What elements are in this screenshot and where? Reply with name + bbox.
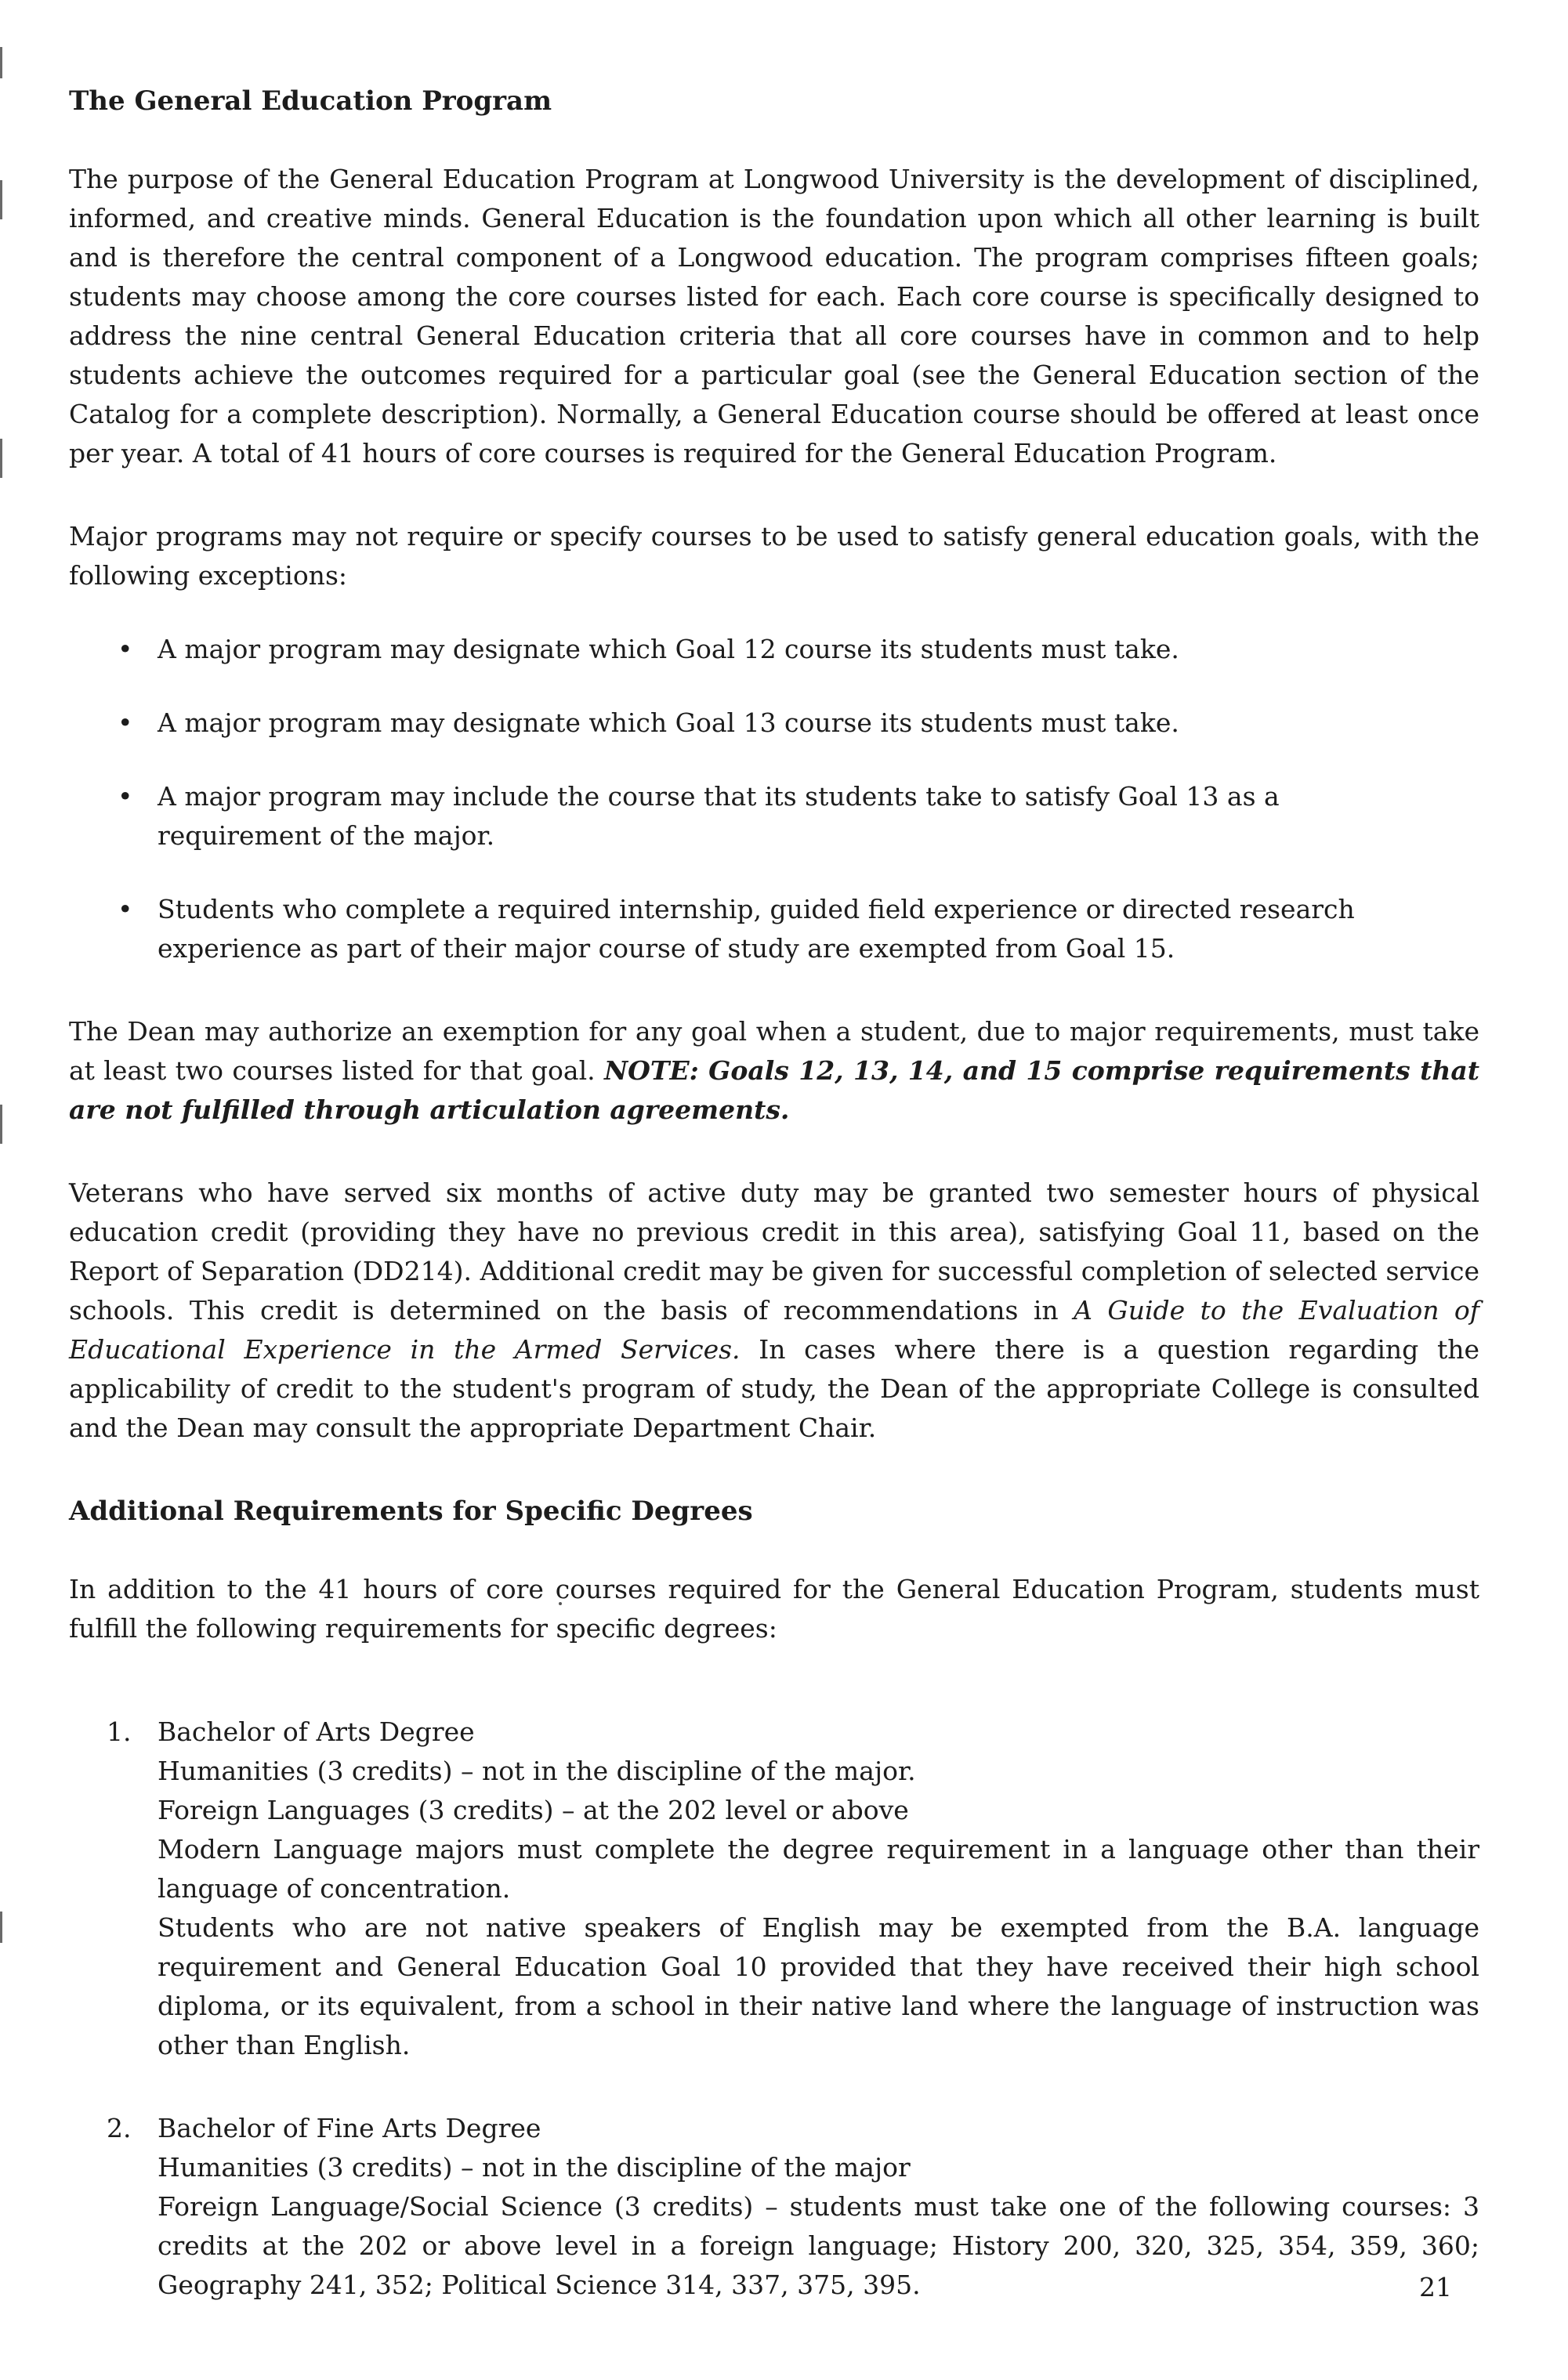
degree-requirement: Humanities (3 credits) – not in the discipline of the major.: [158, 1756, 916, 1786]
scan-edge-mark: [0, 439, 2, 478]
bullet-icon: •: [118, 634, 133, 664]
paragraph-additional-intro: In addition to the 41 hours of core courses required for the General Education Program, students must fulfill the following requirements for specific degrees:: [69, 1574, 1479, 1644]
degree-title: Bachelor of Arts Degree: [158, 1716, 475, 1747]
page-content: [69, 81, 1479, 2305]
bullet-icon: •: [118, 894, 133, 924]
bullet-icon: •: [118, 781, 133, 812]
publication-title: A Guide to the Evaluation of Educational Experience in the Armed Services.: [69, 1295, 1479, 1365]
degree-list: [69, 1713, 1479, 2305]
list-item: [69, 890, 1479, 968]
page-number: 21: [1419, 2272, 1452, 2302]
paragraph-purpose: The purpose of the General Education Program at Longwood University is the development of disciplined, informed, and creative minds. General Education is the foundation upon which all other learning is built and is therefore the central component of a Longwood education. The program comprises fifteen goals; students may choose among the core courses listed for each. Each core course is specifically designed to address the nine central General Education criteria that all core courses have in common and to help students achieve the outcomes required for a particular goal (see the General Education section of the Catalog for a complete description). Normally, a General Education course should be offered at least once per year. A total of 41 hours of core courses is required for the General Education Program.: [69, 164, 1479, 468]
note-text: NOTE: Goals 12, 13, 14, and 15 comprise requirements that are not fulfilled through articulation agreements.: [69, 1055, 1479, 1125]
paragraph-text: The Dean may authorize an exemption for any goal when a student, due to major requirements, must take at least two courses listed for that goal.: [69, 1016, 1479, 1086]
list-item: [69, 2109, 1479, 2305]
paragraph-major-programs: Major programs may not require or specify courses to be used to satisfy general education goals, with the following exceptions:: [69, 521, 1479, 591]
list-item: [69, 777, 1479, 855]
list-item: [69, 704, 1479, 743]
list-item-text: A major program may designate which Goal 13 course its students must take.: [158, 707, 1179, 738]
paragraph-text: In cases where there is a question regarding the applicability of credit to the student's program of study, the Dean of the appropriate College is consulted and the Dean may consult the appropriate Department Chair.: [69, 1334, 1479, 1443]
exceptions-list: [69, 630, 1479, 968]
scan-edge-mark: [0, 1105, 2, 1144]
list-number: 1.: [107, 1716, 132, 1747]
bullet-icon: •: [118, 707, 133, 738]
paragraph-veterans: [69, 1174, 1479, 1448]
document-page: [69, 0, 1479, 2380]
list-item: [69, 630, 1479, 669]
degree-requirement: Students who are not native speakers of English may be exempted from the B.A. language requirement and General Education Goal 10 provided that they have received their high school diploma, or its equivalent, from a school in their native land where the language of instruction was other than English.: [158, 1912, 1479, 2060]
scan-edge-mark: [0, 47, 2, 78]
section-heading-general-education: The General Education Program: [69, 85, 552, 117]
degree-requirement: Foreign Language/Social Science (3 credits) – students must take one of the following courses: 3 credits at the 202 or above level in a foreign language; History 200, 320, 325, 354, 359, 360; Geography 241, 352; Political Science 314, 337, 375, 395.: [158, 2191, 1479, 2300]
degree-requirement: Modern Language majors must complete the degree requirement in a language other than their language of concentration.: [158, 1834, 1479, 1904]
degree-requirement: Humanities (3 credits) – not in the discipline of the major: [158, 2152, 911, 2183]
degree-requirement: Foreign Languages (3 credits) – at the 202 level or above: [158, 1795, 909, 1825]
list-item-text: Students who complete a required internship, guided field experience or directed research experience as part of their major course of study are exempted from Goal 15.: [158, 894, 1355, 964]
list-item-text: A major program may include the course that its students take to satisfy Goal 13 as a requirement of the major.: [158, 781, 1280, 851]
list-item: [69, 1713, 1479, 2065]
scan-edge-mark: [0, 1912, 2, 1943]
list-item-text: A major program may designate which Goal 12 course its students must take.: [158, 634, 1179, 664]
degree-title: Bachelor of Fine Arts Degree: [158, 2113, 541, 2143]
paragraph-text: Veterans who have served six months of active duty may be granted two semester hours of physical education credit (providing they have no previous credit in this area), satisfying Goal 11, based on the Report of Separation (DD214). Additional credit may be given for successful completion of selected service schools. This credit is determined on the basis of recommendations in: [69, 1177, 1479, 1326]
scan-edge-mark: [0, 180, 2, 219]
paragraph-dean-exemption: [69, 1012, 1479, 1130]
list-number: 2.: [107, 2113, 132, 2143]
section-heading-additional-requirements: Additional Requirements for Specific Degrees: [69, 1496, 753, 1527]
